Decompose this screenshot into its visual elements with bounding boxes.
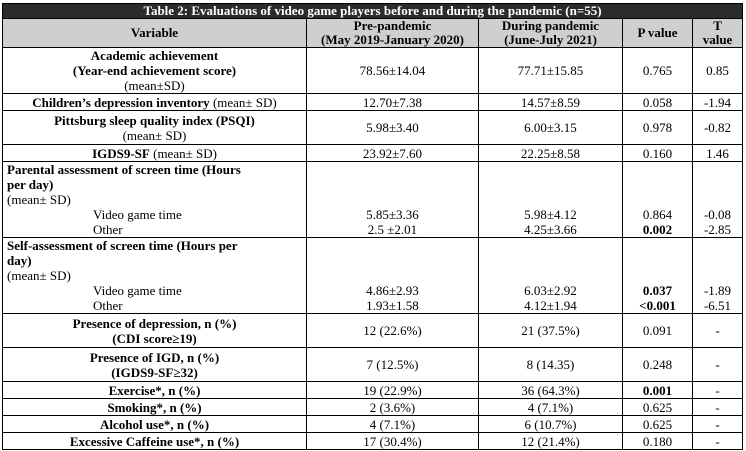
during-value: 77.71±15.85 <box>479 48 623 94</box>
row-label: Presence of IGD, n (%) (IGDS9-SF≥32) <box>3 348 307 382</box>
during-value: 4 (7.1%) <box>479 399 623 416</box>
row-label: Excessive Caffeine use*, n (%) <box>3 433 307 450</box>
row-label: Children’s depression inventory (mean± SD) <box>3 94 307 111</box>
t-value: -1.94 <box>693 94 743 111</box>
table-row-exercise <box>3 382 743 399</box>
table-row-psqi <box>3 111 743 145</box>
p-value: 0.160 <box>623 145 693 162</box>
t-value: - <box>693 348 743 382</box>
t-values: -1.89 -6.51 <box>693 238 743 314</box>
during-value: 21 (37.5%) <box>479 314 623 348</box>
during-value: 8 (14.35) <box>479 348 623 382</box>
pre-value: 17 (30.4%) <box>307 433 479 450</box>
pre-value: 19 (22.9%) <box>307 382 479 399</box>
t-value: - <box>693 382 743 399</box>
p-value: 0.058 <box>623 94 693 111</box>
t-value: 0.85 <box>693 48 743 94</box>
p-values: 0.037 <0.001 <box>623 238 693 314</box>
table-row-caffeine <box>3 433 743 450</box>
during-value: 6.00±3.15 <box>479 111 623 145</box>
during-value: 12 (21.4%) <box>479 433 623 450</box>
p-value: 0.978 <box>623 111 693 145</box>
p-value: 0.625 <box>623 416 693 433</box>
table-row-academic <box>3 48 743 94</box>
row-label: Exercise*, n (%) <box>3 382 307 399</box>
pre-value: 12.70±7.38 <box>307 94 479 111</box>
t-value: - <box>693 433 743 450</box>
p-values: 0.864 0.002 <box>623 162 693 238</box>
t-value: - <box>693 314 743 348</box>
row-label: Self-assessment of screen time (Hours per day) (mean± SD) Video game time Other <box>3 238 307 314</box>
p-value: 0.180 <box>623 433 693 450</box>
t-value: -0.82 <box>693 111 743 145</box>
pre-values: 4.86±2.93 1.93±1.58 <box>307 238 479 314</box>
row-label: Alcohol use*, n (%) <box>3 416 307 433</box>
during-values: 5.98±4.12 4.25±3.66 <box>479 162 623 238</box>
p-value: 0.625 <box>623 399 693 416</box>
pre-value: 4 (7.1%) <box>307 416 479 433</box>
t-value: 1.46 <box>693 145 743 162</box>
table-row-smoking <box>3 399 743 416</box>
during-value: 22.25±8.58 <box>479 145 623 162</box>
row-label: Smoking*, n (%) <box>3 399 307 416</box>
header-p-value: P value <box>623 19 693 48</box>
table-row-igd <box>3 348 743 382</box>
table-row-igds <box>3 145 743 162</box>
during-value: 14.57±8.59 <box>479 94 623 111</box>
row-label: Parental assessment of screen time (Hours per day) (mean± SD) Video game time Other <box>3 162 307 238</box>
header-t-value: T value <box>693 19 743 48</box>
during-value: 36 (64.3%) <box>479 382 623 399</box>
pre-value: 23.92±7.60 <box>307 145 479 162</box>
row-label: Presence of depression, n (%) (CDI score≥19) <box>3 314 307 348</box>
pre-values: 5.85±3.36 2.5 ±2.01 <box>307 162 479 238</box>
evaluations-table <box>2 3 743 450</box>
header-row <box>3 19 743 48</box>
p-value: 0.765 <box>623 48 693 94</box>
header-during-pandemic: During pandemic (June-July 2021) <box>479 19 623 48</box>
header-variable: Variable <box>3 19 307 48</box>
t-value: - <box>693 399 743 416</box>
p-value: 0.091 <box>623 314 693 348</box>
p-value: 0.001 <box>623 382 693 399</box>
header-pre-pandemic: Pre-pandemic (May 2019-January 2020) <box>307 19 479 48</box>
table-container <box>2 3 742 450</box>
t-values: -0.08 -2.85 <box>693 162 743 238</box>
pre-value: 5.98±3.40 <box>307 111 479 145</box>
table-title: Table 2: Evaluations of video game players before and during the pandemic (n=55) <box>3 4 743 19</box>
pre-value: 2 (3.6%) <box>307 399 479 416</box>
during-value: 6 (10.7%) <box>479 416 623 433</box>
pre-value: 78.56±14.04 <box>307 48 479 94</box>
during-values: 6.03±2.92 4.12±1.94 <box>479 238 623 314</box>
pre-value: 12 (22.6%) <box>307 314 479 348</box>
pre-value: 7 (12.5%) <box>307 348 479 382</box>
table-row-depression <box>3 314 743 348</box>
table-title-row <box>3 4 743 19</box>
table-row-parental-screen-time <box>3 162 743 238</box>
t-value: - <box>693 416 743 433</box>
row-label: Pittsburg sleep quality index (PSQI) (mean± SD) <box>3 111 307 145</box>
table-row-self-screen-time <box>3 238 743 314</box>
p-value: 0.248 <box>623 348 693 382</box>
table-row-alcohol <box>3 416 743 433</box>
table-row-cdi <box>3 94 743 111</box>
row-label: Academic achievement (Year-end achievement score) (mean±SD) <box>3 48 307 94</box>
row-label: IGDS9-SF (mean± SD) <box>3 145 307 162</box>
